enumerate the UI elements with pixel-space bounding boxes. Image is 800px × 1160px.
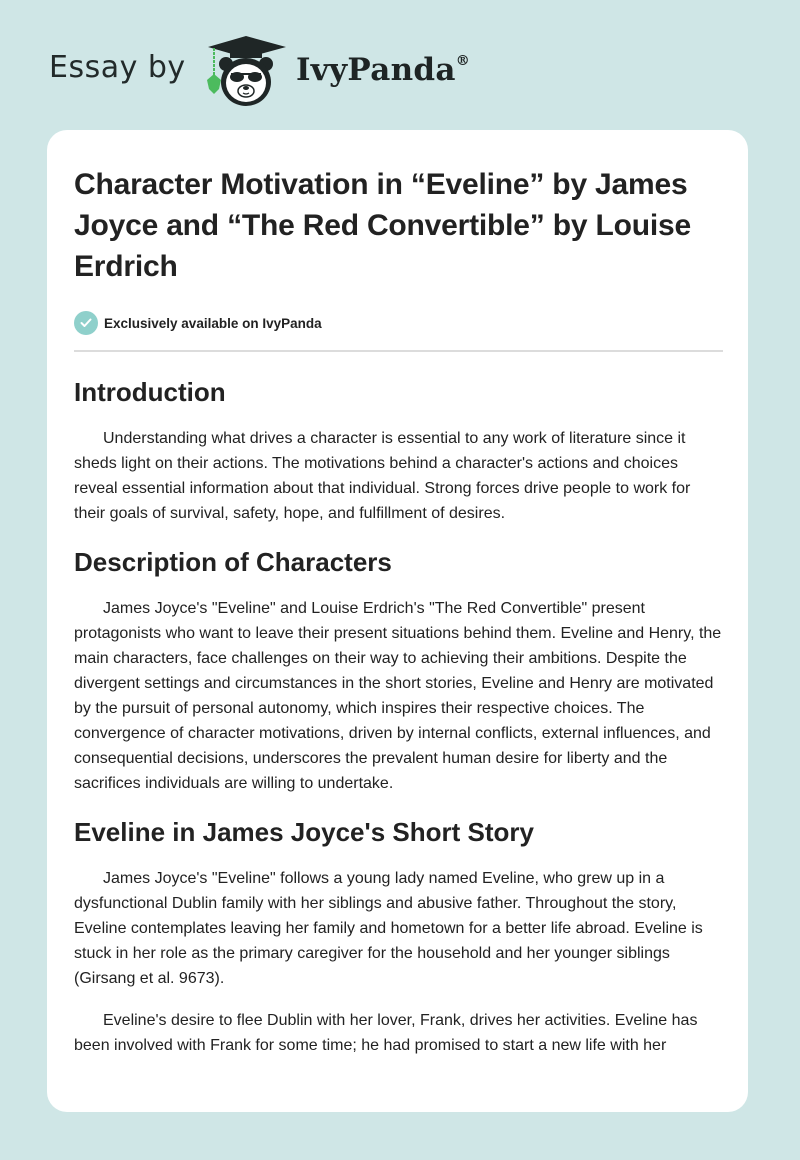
- essay-by-label: Essay by: [49, 50, 186, 85]
- paragraph: James Joyce's "Eveline" follows a young lady named Eveline, who grew up in a dysfunctional Dublin family with her siblings and abusive father. Throughout the story, Eveline contemplates leaving her family and hometown for a better life abroad. Eveline is stuck in her role as the primary caregiver for the household and her younger siblings (Girsang et al. 9673).: [74, 870, 703, 987]
- divider: [74, 350, 723, 352]
- paragraph: Eveline's desire to flee Dublin with her lover, Frank, drives her activities. Eveline has been involved with Frank for some time; he had promised to start a new life with her: [74, 1012, 698, 1054]
- brand-text: IvyPanda: [296, 52, 456, 88]
- check-circle-icon: [74, 311, 98, 335]
- section-heading-description-of-characters: Description of Characters: [74, 547, 392, 577]
- section-heading-introduction: Introduction: [74, 377, 226, 407]
- registered-mark: ®: [455, 52, 471, 69]
- exclusive-text: Exclusively available on IvyPanda: [104, 315, 322, 331]
- exclusive-badge: [74, 311, 723, 335]
- page-title: Character Motivation in “Eveline” by James Joyce and “The Red Convertible” by Louise Erdrich: [74, 168, 691, 283]
- panda-graduate-icon[interactable]: [200, 34, 292, 110]
- essay-content: [74, 164, 723, 1058]
- section-heading-eveline: Eveline in James Joyce's Short Story: [74, 817, 534, 847]
- essay-card: [47, 130, 748, 1112]
- brand-header: [0, 0, 800, 130]
- brand-name[interactable]: [296, 52, 470, 88]
- paragraph: Understanding what drives a character is essential to any work of literature since it sheds light on their actions. The motivations behind a character's actions and choices reveal essential information about that individual. Strong forces drive people to work for their goals of survival, safety, hope, and fulfillment of desires.: [74, 430, 691, 522]
- paragraph: James Joyce's "Eveline" and Louise Erdrich's "The Red Convertible" present protagonists who want to leave their present situations behind them. Eveline and Henry, the main characters, face challenges on their way to achieving their ambitions. Despite the divergent settings and circumstances in the short stories, Eveline and Henry are motivated by the pursuit of personal autonomy, which inspires their respective choices. The convergence of character motivations, driven by internal conflicts, external influences, and consequential decisions, underscores the prevalent human desire for liberty and the sacrifices individuals are willing to undertake.: [74, 600, 722, 792]
